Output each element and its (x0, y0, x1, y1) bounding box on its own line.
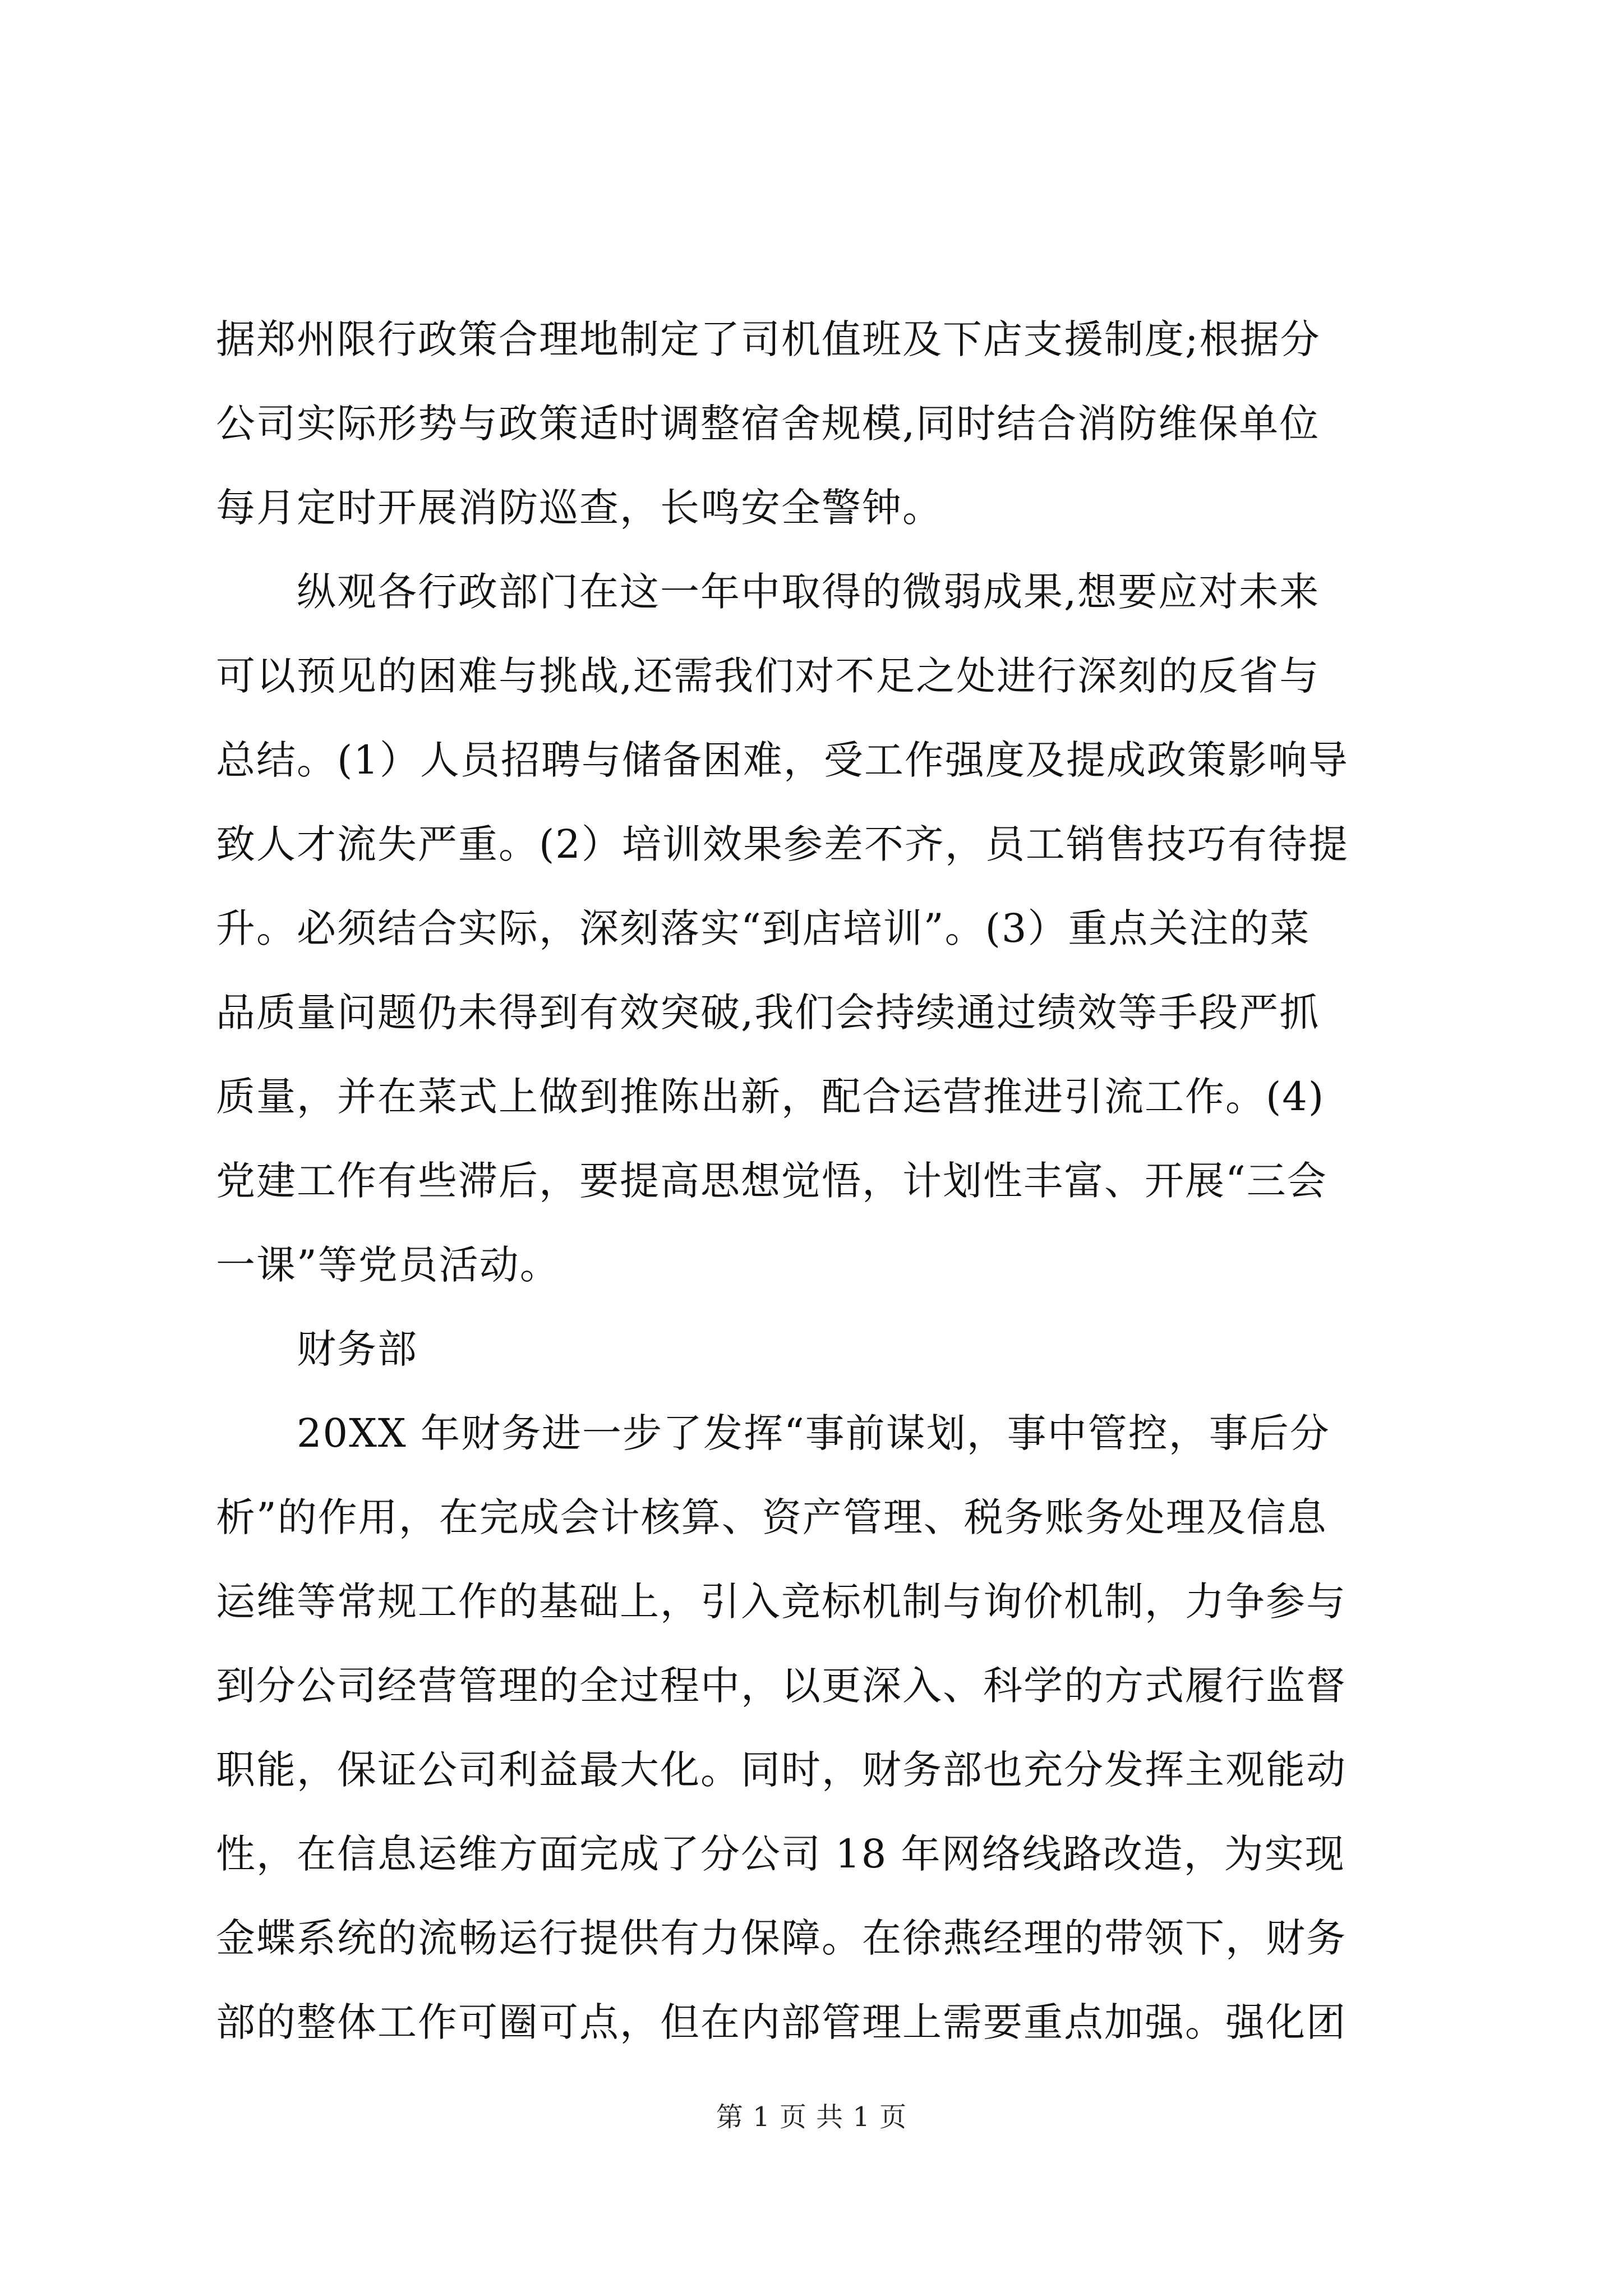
text-line: 金蝶系统的流畅运行提供有力保障。在徐燕经理的带领下，财务 (216, 1915, 1347, 1961)
text-line: 致人才流失严重。(2）培训效果参差不齐，员工销售技巧有待提 (216, 821, 1349, 867)
text-line: 纵观各行政部门在这一年中取得的微弱成果,想要应对未来 (216, 569, 1320, 615)
text-line: 性，在信息运维方面完成了分公司 18 年网络线路改造，为实现 (216, 1831, 1345, 1877)
text-line: 运维等常规工作的基础上，引入竞标机制与询价机制，力争参与 (216, 1579, 1347, 1625)
text-line: 品质量问题仍未得到有效突破,我们会持续通过绩效等手段严抓 (216, 990, 1320, 1036)
text-line: 总结。(1）人员招聘与储备困难，受工作强度及提成政策影响导 (216, 737, 1349, 783)
page-number-footer: 第 1 页 共 1 页 (716, 2101, 907, 2133)
text-line: 质量，并在菜式上做到推陈出新，配合运营推进引流工作。(4) (216, 1074, 1325, 1120)
text-line: 部的整体工作可圈可点，但在内部管理上需要重点加强。强化团 (216, 1999, 1347, 2045)
text-line: 职能，保证公司利益最大化。同时，财务部也充分发挥主观能动 (216, 1747, 1347, 1793)
section-heading: 财务部 (216, 1326, 418, 1372)
text-line: 据郑州限行政策合理地制定了司机值班及下店支援制度;根据分 (216, 316, 1321, 362)
text-line: 每月定时开展消防巡查，长鸣安全警钟。 (216, 485, 943, 531)
text-line: 析”的作用，在完成会计核算、资产管理、税务账务处理及信息 (216, 1494, 1327, 1540)
text-line: 党建工作有些滞后，要提高思想觉悟，计划性丰富、开展“三会 (216, 1158, 1327, 1204)
text-line: 升。必须结合实际，深刻落实“到店培训”。(3）重点关注的菜 (216, 905, 1311, 951)
text-line: 到分公司经营管理的全过程中，以更深入、科学的方式履行监督 (216, 1663, 1347, 1709)
text-line: 20XX 年财务进一步了发挥“事前谋划，事中管控，事后分 (216, 1410, 1330, 1456)
text-line: 可以预见的困难与挑战,还需我们对不足之处进行深刻的反省与 (216, 653, 1320, 699)
body-text (216, 297, 1427, 2064)
text-line: 公司实际形势与政策适时调整宿舍规模,同时结合消防维保单位 (216, 401, 1320, 447)
text-line: 一课”等党员活动。 (216, 1242, 560, 1288)
